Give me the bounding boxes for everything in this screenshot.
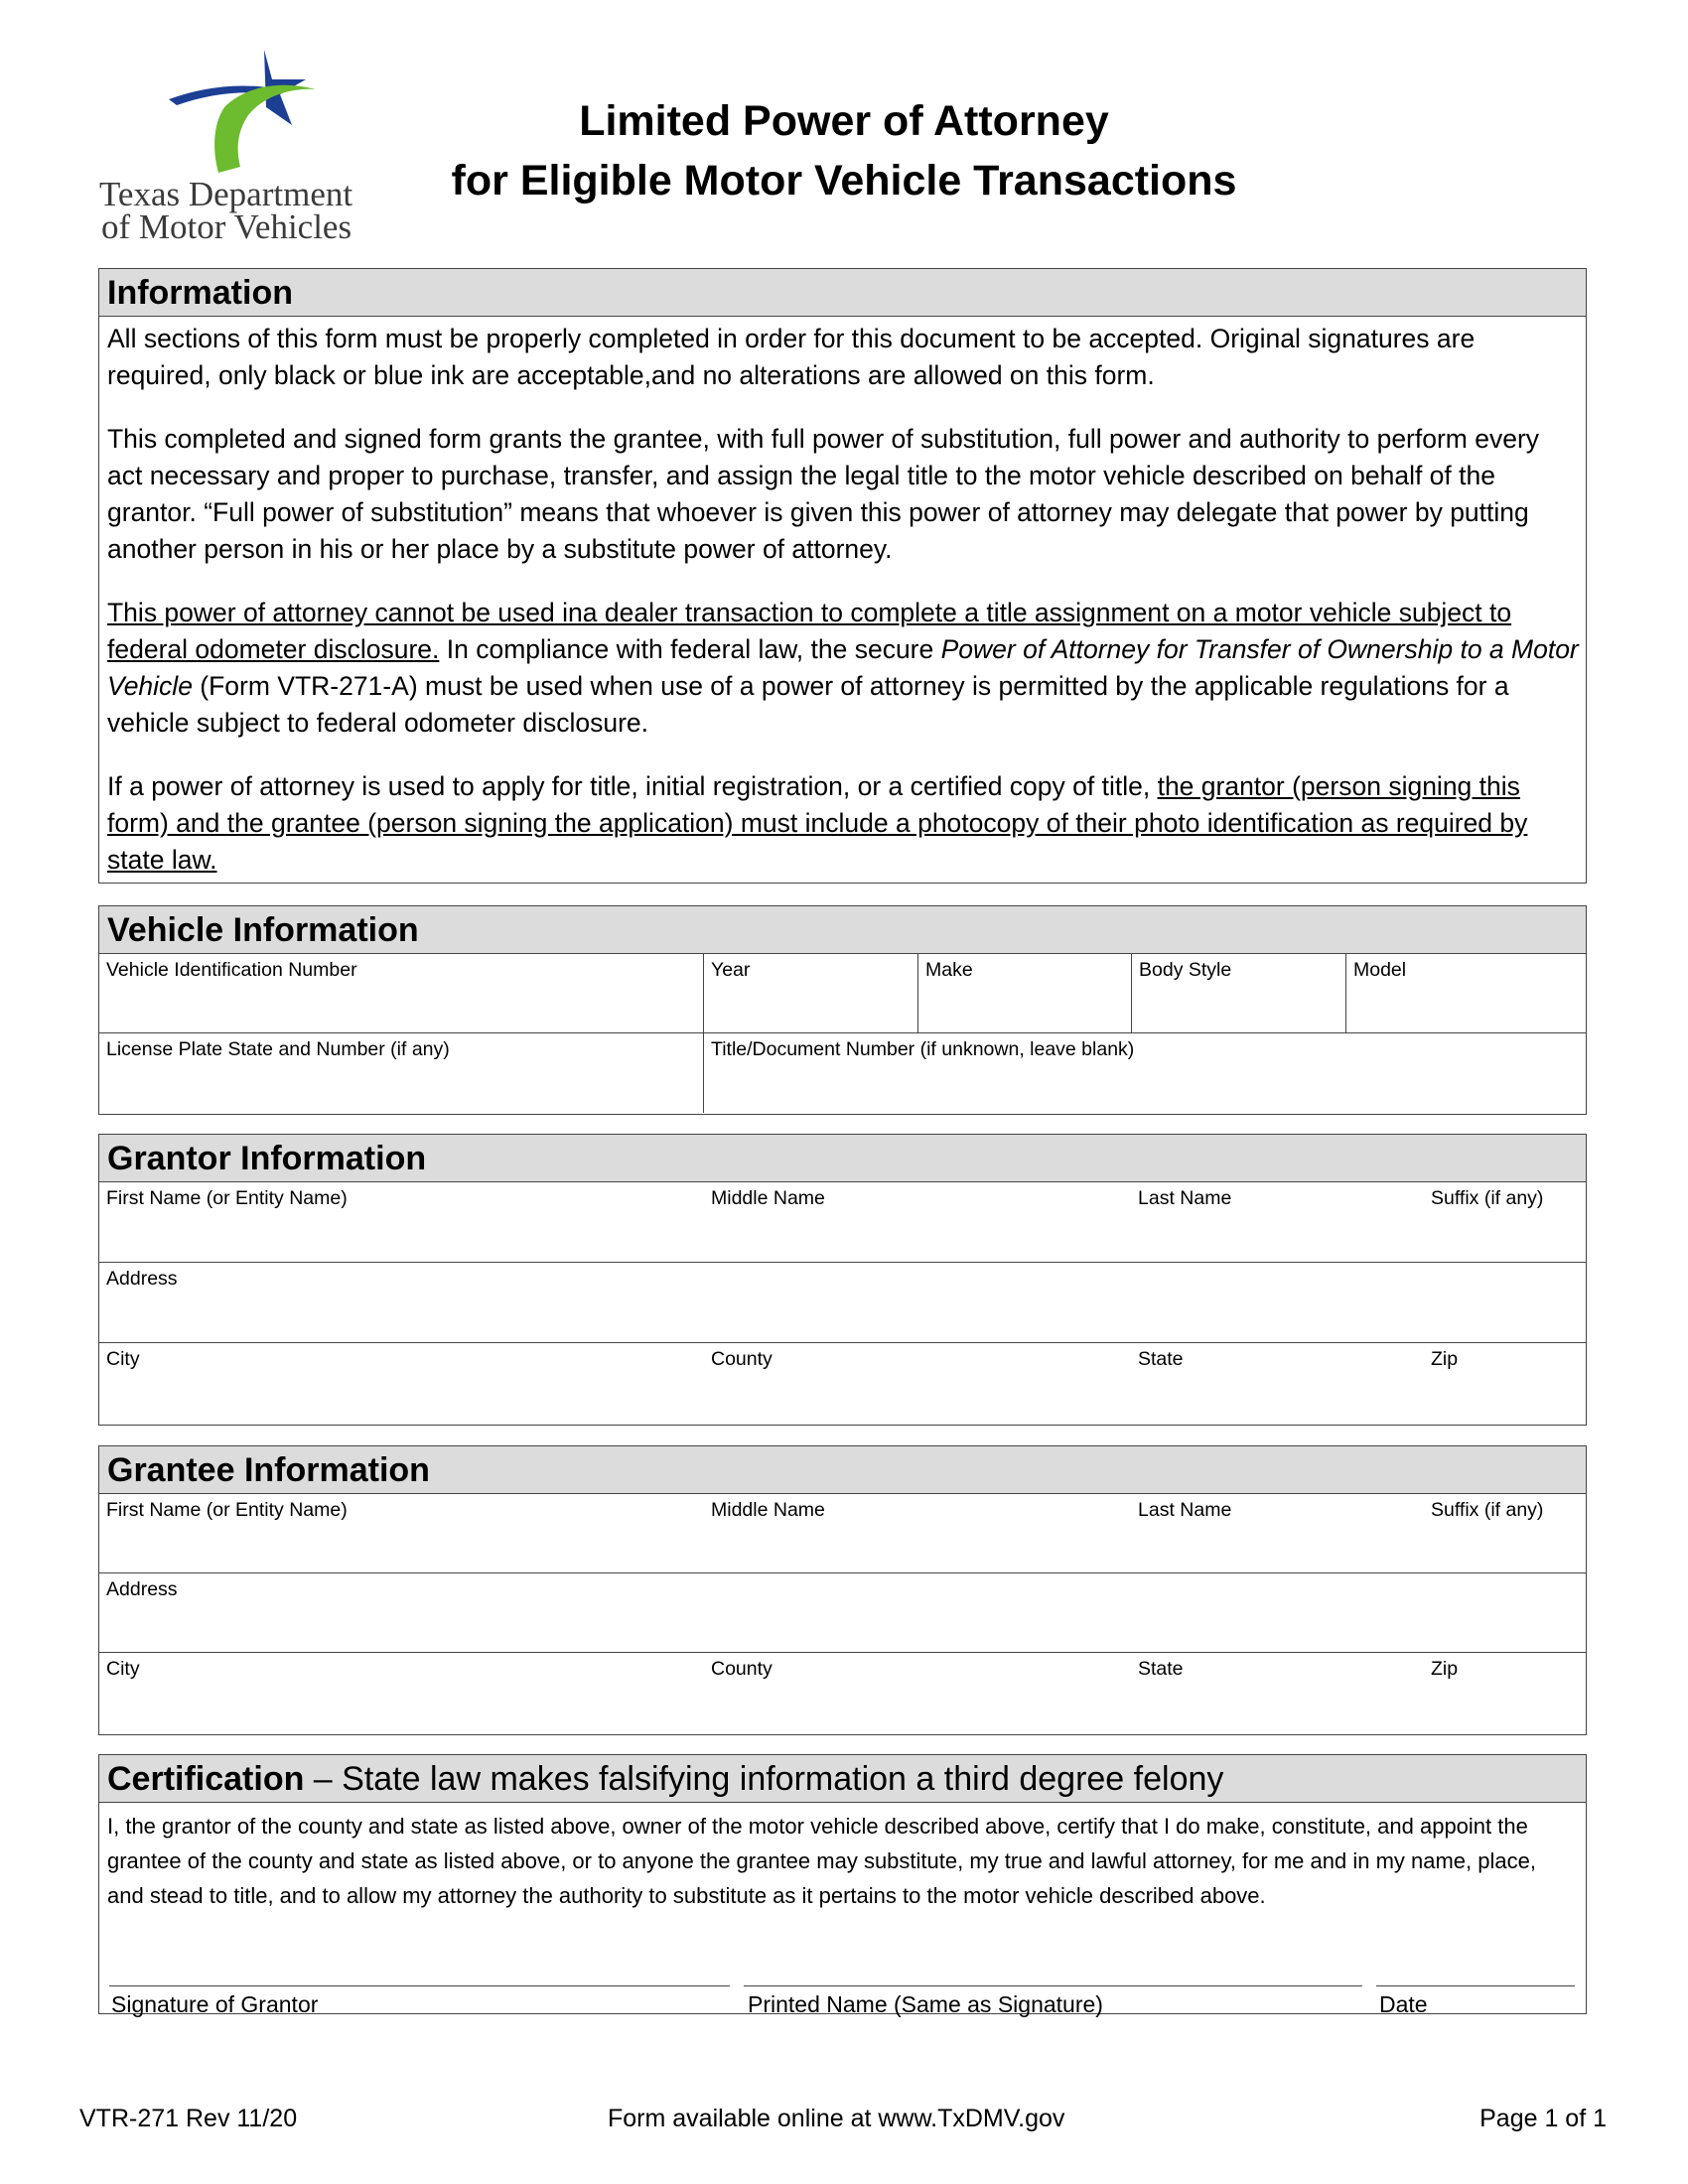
grantee-first-name-field[interactable]: First Name (or Entity Name) — [106, 1499, 348, 1521]
certification-statement: I, the grantor of the county and state as listed above, owner of the motor vehicle described above, certify that I do make, constitute, and appoint the grantee of the county and state as listed above, or to anyone the grantee may substitute, my true and lawful attorney, for me and in my name, place, and stead to title, and to allow my attorney the authority to substitute as it pertains to the motor vehicle described above. — [107, 1814, 1536, 1908]
certification-heading-rest: – State law makes falsifying information a third degree felony — [304, 1760, 1224, 1798]
year-field[interactable]: Year — [703, 954, 917, 1032]
date-line[interactable] — [1376, 1985, 1575, 1986]
info-paragraph-2: This completed and signed form grants the grantee, with full power of substitution, full power and authority to perform every act necessary and proper to purchase, transfer, and assign the legal title to the motor vehicle described on behalf of the grantor. “Full power of substitution” means that whoever is given this power of attorney may delegate that power by putting another person in his or her place by a substitute power of attorney. — [107, 424, 1540, 564]
grantor-state-field[interactable]: State — [1138, 1348, 1184, 1370]
info-paragraph-3 — [107, 595, 1580, 742]
certification-section — [98, 1754, 1587, 2014]
grantee-information-section — [98, 1445, 1587, 1735]
grantee-address-field[interactable]: Address — [106, 1578, 178, 1600]
date-label: Date — [1379, 1991, 1428, 2017]
info-paragraph-4 — [107, 768, 1580, 879]
body-style-field[interactable]: Body Style — [1131, 954, 1345, 1032]
vehicle-heading: Vehicle Information — [99, 906, 1586, 954]
certification-heading-bold: Certification — [107, 1760, 305, 1798]
grantor-county-field[interactable]: County — [711, 1348, 773, 1370]
logo-text-line2: of Motor Vehicles — [101, 207, 352, 246]
make-field[interactable]: Make — [917, 954, 1131, 1032]
info-p3-text-a: In compliance with federal law, the secure — [439, 634, 941, 664]
grantee-last-name-field[interactable]: Last Name — [1138, 1499, 1232, 1521]
grantee-city-field[interactable]: City — [106, 1658, 140, 1680]
information-heading: Information — [99, 269, 1586, 317]
information-section — [98, 268, 1587, 884]
grantor-heading: Grantor Information — [99, 1135, 1586, 1182]
info-paragraph-1: All sections of this form must be properly completed in order for this document to be accepted. Original signatures are required, only black or blue ink are acceptable,and no alterations are allowed on this form. — [107, 324, 1476, 390]
vin-field[interactable]: Vehicle Identification Number — [106, 959, 357, 981]
license-plate-field[interactable]: License Plate State and Number (if any) — [106, 1038, 450, 1060]
grantor-first-name-field[interactable]: First Name (or Entity Name) — [106, 1187, 348, 1209]
footer-online: Form available online at www.TxDMV.gov — [608, 2105, 1065, 2132]
grantor-city-field[interactable]: City — [106, 1348, 140, 1370]
grantor-information-section — [98, 1134, 1587, 1426]
info-p4-text: If a power of attorney is used to apply for title, initial registration, or a certified copy of title, — [107, 771, 1158, 801]
certification-heading — [99, 1755, 1586, 1803]
grantee-state-field[interactable]: State — [1138, 1658, 1184, 1680]
grantee-middle-name-field[interactable]: Middle Name — [711, 1499, 825, 1521]
grantee-heading: Grantee Information — [99, 1446, 1586, 1494]
grantor-zip-field[interactable]: Zip — [1431, 1348, 1459, 1370]
form-id: VTR-271 Rev 11/20 — [79, 2105, 298, 2132]
grantee-zip-field[interactable]: Zip — [1431, 1658, 1459, 1680]
grantee-suffix-field[interactable]: Suffix (if any) — [1431, 1499, 1544, 1521]
grantor-last-name-field[interactable]: Last Name — [1138, 1187, 1232, 1209]
info-p4-underlined: the grantor (person signing this form) and the grantee (person signing the application) must include a photocopy of their photo identification as required by state law. — [107, 771, 1528, 875]
grantor-suffix-field[interactable]: Suffix (if any) — [1431, 1187, 1544, 1209]
grantee-county-field[interactable]: County — [711, 1658, 773, 1680]
title-number-field[interactable]: Title/Document Number (if unknown, leave blank) — [703, 1033, 1586, 1113]
page-number: Page 1 of 1 — [1479, 2105, 1607, 2132]
printed-name-line[interactable] — [744, 1985, 1362, 1986]
model-field[interactable]: Model — [1345, 954, 1586, 1032]
info-p3-text-b: (Form VTR-271-A) must be used when use of a power of attorney is permitted by the applicable regulations for a vehicle subject to federal odometer disclosure. — [107, 671, 1509, 738]
title-line1: Limited Power of Attorney — [579, 97, 1109, 145]
grantor-middle-name-field[interactable]: Middle Name — [711, 1187, 825, 1209]
title-line2: for Eligible Motor Vehicle Transactions — [451, 157, 1237, 205]
grantor-address-field[interactable]: Address — [106, 1268, 178, 1290]
star-logo-icon — [167, 50, 316, 174]
page-title — [427, 91, 1261, 210]
info-p3-italic: Power of Attorney for Transfer of Ownership to a Motor Vehicle — [107, 634, 1579, 701]
logo-text-line1: Texas Department — [99, 175, 353, 213]
txdmv-logo — [97, 50, 385, 248]
signature-line[interactable] — [109, 1985, 730, 1986]
info-p3-underlined: This power of attorney cannot be used ina dealer transaction to complete a title assignment on a motor vehicle subject to federal odometer disclosure. — [107, 598, 1512, 664]
vehicle-information-section — [98, 905, 1587, 1115]
signature-label: Signature of Grantor — [111, 1991, 319, 2017]
printed-name-label: Printed Name (Same as Signature) — [748, 1991, 1103, 2017]
